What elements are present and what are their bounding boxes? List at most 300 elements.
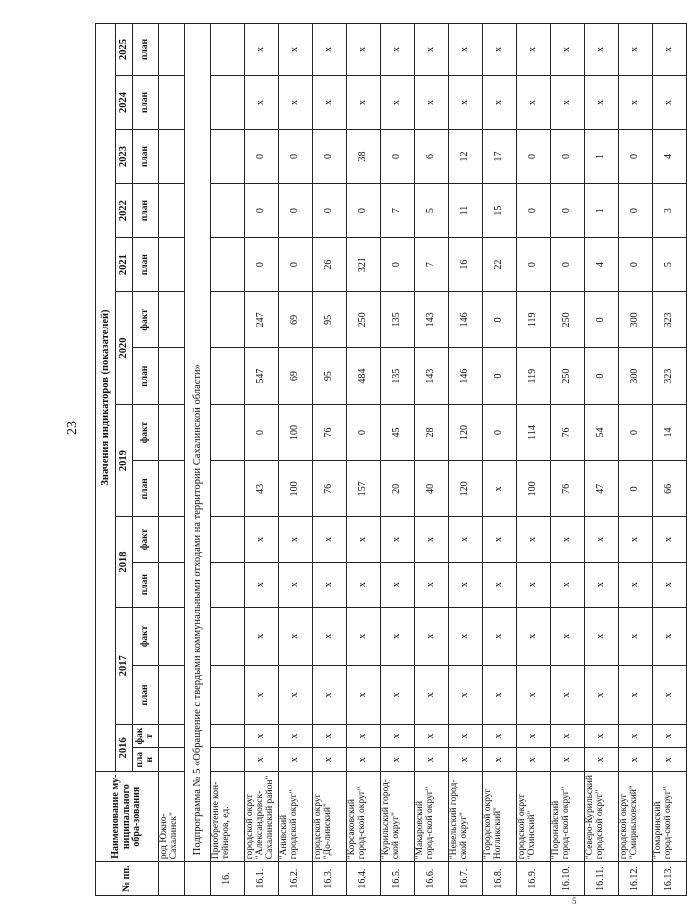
value-cell: 47	[585, 461, 619, 517]
value-cell: 0	[619, 238, 653, 292]
value-cell: x	[313, 724, 347, 748]
value-cell: 95	[313, 348, 347, 404]
row-number: 16.2.	[279, 862, 313, 896]
value-cell: x	[517, 75, 551, 129]
value-cell: x	[483, 517, 517, 562]
value-cell: x	[585, 724, 619, 748]
value-cell: 4	[585, 238, 619, 292]
row-number: 16.5.	[381, 862, 415, 896]
value-cell: x	[653, 517, 687, 562]
value-cell	[211, 748, 245, 772]
municipality-name: городской округ "Охинский"	[517, 772, 551, 862]
value-cell: x	[483, 607, 517, 666]
value-cell: 0	[279, 129, 313, 183]
value-cell: 0	[381, 129, 415, 183]
value-cell: 157	[347, 461, 381, 517]
row-number: 16.7.	[449, 862, 483, 896]
value-cell: 7	[415, 238, 449, 292]
value-cell	[159, 461, 185, 517]
value-cell: 0	[279, 184, 313, 238]
value-cell: x	[653, 75, 687, 129]
header-plan-2016: пла н	[133, 748, 159, 772]
value-cell: 22	[483, 238, 517, 292]
value-cell: x	[415, 666, 449, 725]
header-year-2024: 2024	[116, 75, 133, 129]
header-year-2018: 2018	[116, 517, 133, 607]
value-cell: x	[653, 748, 687, 772]
value-cell: x	[551, 607, 585, 666]
value-cell: x	[483, 666, 517, 725]
value-cell: x	[381, 562, 415, 607]
row-number: 16.4.	[347, 862, 381, 896]
value-cell: x	[245, 748, 279, 772]
value-cell: 76	[551, 461, 585, 517]
value-cell	[211, 461, 245, 517]
value-cell: 100	[279, 461, 313, 517]
value-cell: 146	[449, 348, 483, 404]
value-cell: 3	[653, 184, 687, 238]
value-cell: 4	[653, 129, 687, 183]
header-year-2020: 2020	[116, 292, 133, 405]
table-row	[245, 24, 279, 896]
value-cell: 135	[381, 348, 415, 404]
value-cell: x	[653, 24, 687, 76]
value-cell: 323	[653, 292, 687, 348]
header-fact-2018: факт	[133, 517, 159, 562]
value-cell	[159, 24, 185, 76]
table-row	[381, 24, 415, 896]
value-cell: 323	[653, 348, 687, 404]
value-cell: 0	[347, 184, 381, 238]
value-cell	[159, 238, 185, 292]
value-cell	[159, 562, 185, 607]
value-cell: x	[483, 75, 517, 129]
value-cell: 15	[483, 184, 517, 238]
value-cell: x	[517, 724, 551, 748]
value-cell	[159, 292, 185, 348]
row-number: 16.6.	[415, 862, 449, 896]
header-name: Наименование му-ниципального обра-зования	[96, 772, 159, 862]
value-cell	[211, 666, 245, 725]
value-cell: 0	[585, 292, 619, 348]
table-row	[483, 24, 517, 896]
value-cell: 250	[551, 348, 585, 404]
value-cell: x	[585, 517, 619, 562]
municipality-name: "Курильский город-ской округ"	[381, 772, 415, 862]
table-row	[585, 24, 619, 896]
value-cell: 0	[483, 404, 517, 460]
header-year-2025: 2025	[116, 24, 133, 76]
value-cell: x	[551, 24, 585, 76]
value-cell	[211, 184, 245, 238]
header-year-2016: 2016	[116, 724, 133, 771]
municipality-name: "Корсаковский город-ской округ"	[347, 772, 381, 862]
municipality-name: городской округ "Смирныховский"	[619, 772, 653, 862]
value-cell: 76	[313, 461, 347, 517]
value-cell: 40	[415, 461, 449, 517]
value-cell: 0	[245, 129, 279, 183]
header-plan-2019: план	[133, 461, 159, 517]
value-cell: x	[619, 24, 653, 76]
value-cell: 7	[381, 184, 415, 238]
value-cell: 0	[483, 292, 517, 348]
municipality-name: "Поронайский город-ской округ"	[551, 772, 585, 862]
value-cell: 38	[347, 129, 381, 183]
value-cell: x	[279, 724, 313, 748]
row-number: 16.1.	[245, 862, 279, 896]
value-cell: x	[449, 666, 483, 725]
header-plan-2022: план	[133, 184, 159, 238]
municipality-name: "Анивский городской округ"	[279, 772, 313, 862]
value-cell: 0	[619, 461, 653, 517]
value-cell: x	[619, 666, 653, 725]
corner-mark: 5	[572, 896, 577, 906]
table-row	[653, 24, 687, 896]
value-cell: x	[653, 607, 687, 666]
value-cell: x	[347, 562, 381, 607]
value-cell: 6	[415, 129, 449, 183]
rotated-table-container	[95, 23, 675, 896]
value-cell: 143	[415, 348, 449, 404]
value-cell: x	[347, 517, 381, 562]
value-cell	[159, 748, 185, 772]
value-cell: 28	[415, 404, 449, 460]
value-cell: x	[517, 562, 551, 607]
value-cell: 120	[449, 404, 483, 460]
value-cell: 247	[245, 292, 279, 348]
value-cell: x	[449, 562, 483, 607]
header-plan-2020: план	[133, 348, 159, 404]
value-cell	[159, 129, 185, 183]
value-cell: x	[347, 607, 381, 666]
header-plan-2018: план	[133, 562, 159, 607]
value-cell	[159, 724, 185, 748]
header-fact-2016: фак т	[133, 724, 159, 748]
value-cell	[211, 348, 245, 404]
value-cell: 54	[585, 404, 619, 460]
value-cell: x	[585, 24, 619, 76]
value-cell: 66	[653, 461, 687, 517]
value-cell: 250	[347, 292, 381, 348]
value-cell	[159, 607, 185, 666]
value-cell: 119	[517, 348, 551, 404]
value-cell: 484	[347, 348, 381, 404]
value-cell: 0	[585, 348, 619, 404]
value-cell: x	[347, 724, 381, 748]
value-cell: x	[381, 607, 415, 666]
value-cell: 0	[517, 129, 551, 183]
value-cell: x	[415, 724, 449, 748]
value-cell: x	[415, 517, 449, 562]
value-cell: x	[551, 666, 585, 725]
row-number: 16.13.	[653, 862, 687, 896]
value-cell: 143	[415, 292, 449, 348]
value-cell: x	[313, 607, 347, 666]
header-fact-2020: факт	[133, 292, 159, 348]
value-cell: 0	[551, 129, 585, 183]
row-number: 16.3.	[313, 862, 347, 896]
value-cell: x	[415, 24, 449, 76]
value-cell: x	[381, 75, 415, 129]
value-cell	[211, 292, 245, 348]
value-cell: x	[653, 724, 687, 748]
value-cell: x	[517, 24, 551, 76]
value-cell	[211, 517, 245, 562]
value-cell: 100	[279, 404, 313, 460]
value-cell: x	[415, 562, 449, 607]
value-cell: 0	[551, 184, 585, 238]
value-cell: x	[279, 562, 313, 607]
value-cell: x	[653, 666, 687, 725]
header-year-2022: 2022	[116, 184, 133, 238]
value-cell: 1	[585, 184, 619, 238]
value-cell: x	[245, 517, 279, 562]
row-number	[159, 862, 185, 896]
value-cell: x	[619, 607, 653, 666]
table-row	[619, 24, 653, 896]
table-row	[279, 24, 313, 896]
value-cell: x	[449, 24, 483, 76]
header-year-2023: 2023	[116, 129, 133, 183]
value-cell: x	[381, 666, 415, 725]
value-cell: 0	[551, 238, 585, 292]
value-cell: x	[449, 724, 483, 748]
value-cell: x	[449, 748, 483, 772]
value-cell: 0	[619, 404, 653, 460]
page-number: 23	[65, 421, 80, 435]
value-cell	[211, 607, 245, 666]
value-cell: x	[279, 607, 313, 666]
value-cell	[159, 404, 185, 460]
value-cell: 76	[551, 404, 585, 460]
value-cell: 135	[381, 292, 415, 348]
value-cell: 69	[279, 292, 313, 348]
table-row	[347, 24, 381, 896]
value-cell: x	[449, 607, 483, 666]
value-cell: x	[551, 562, 585, 607]
value-cell: 250	[551, 292, 585, 348]
value-cell: 69	[279, 348, 313, 404]
table-row	[517, 24, 551, 896]
row-number: 16.8.	[483, 862, 517, 896]
header-plan-2017: план	[133, 666, 159, 725]
value-cell: 0	[245, 238, 279, 292]
value-cell: x	[585, 607, 619, 666]
value-cell: x	[585, 748, 619, 772]
header-year-2019: 2019	[116, 404, 133, 517]
value-cell: x	[313, 666, 347, 725]
value-cell	[159, 517, 185, 562]
value-cell: x	[415, 75, 449, 129]
value-cell: 0	[619, 184, 653, 238]
value-cell: x	[483, 461, 517, 517]
value-cell: x	[619, 562, 653, 607]
value-cell: x	[619, 75, 653, 129]
value-cell: 12	[449, 129, 483, 183]
value-cell: x	[313, 24, 347, 76]
table-row	[415, 24, 449, 896]
value-cell: 17	[483, 129, 517, 183]
value-cell: 95	[313, 292, 347, 348]
value-cell: x	[449, 517, 483, 562]
value-cell	[159, 184, 185, 238]
municipality-name: "Северо-Курильский городской округ"	[585, 772, 619, 862]
municipality-name: "Городской округ Ногликский"	[483, 772, 517, 862]
subprogram-title: Подпрограмма № 5 «Обращение с твердыми коммунальными отходами на территории Сахалинской области»	[185, 24, 211, 862]
value-cell	[211, 404, 245, 460]
value-cell: x	[313, 748, 347, 772]
table-row	[211, 24, 245, 896]
value-cell: 114	[517, 404, 551, 460]
value-cell: x	[517, 517, 551, 562]
value-cell: 0	[279, 238, 313, 292]
municipality-name: Приобретение кон-тейнеров, ед.	[211, 772, 245, 862]
value-cell: x	[381, 748, 415, 772]
value-cell: x	[585, 562, 619, 607]
value-cell: x	[381, 724, 415, 748]
value-cell: 0	[381, 238, 415, 292]
value-cell: x	[551, 517, 585, 562]
value-cell: 1	[585, 129, 619, 183]
value-cell: x	[279, 75, 313, 129]
value-cell: x	[585, 666, 619, 725]
value-cell: x	[347, 75, 381, 129]
value-cell	[211, 24, 245, 76]
value-cell: x	[279, 748, 313, 772]
value-cell: x	[449, 75, 483, 129]
header-fact-2019: факт	[133, 404, 159, 460]
value-cell	[211, 562, 245, 607]
value-cell: x	[517, 607, 551, 666]
municipality-name: "Томаринский город-ской округ"	[653, 772, 687, 862]
header-year-2021: 2021	[116, 238, 133, 292]
header-plan-2024: план	[133, 75, 159, 129]
value-cell: x	[245, 607, 279, 666]
value-cell: 11	[449, 184, 483, 238]
table-row	[313, 24, 347, 896]
municipality-name: "Невельский город-ской округ"	[449, 772, 483, 862]
row-number: 16.11.	[585, 862, 619, 896]
row-number: 16.12.	[619, 862, 653, 896]
value-cell	[159, 75, 185, 129]
value-cell: 14	[653, 404, 687, 460]
indicator-table	[95, 23, 687, 896]
header-plan-2021: план	[133, 238, 159, 292]
value-cell: 43	[245, 461, 279, 517]
value-cell	[211, 129, 245, 183]
value-cell: x	[245, 75, 279, 129]
value-cell: 5	[653, 238, 687, 292]
value-cell	[211, 238, 245, 292]
value-cell: x	[483, 24, 517, 76]
value-cell	[159, 348, 185, 404]
header-values: Значения индикаторов (показателей)	[96, 24, 116, 772]
value-cell: 120	[449, 461, 483, 517]
value-cell: 76	[313, 404, 347, 460]
value-cell: x	[347, 666, 381, 725]
header-fact-2017: факт	[133, 607, 159, 666]
value-cell: 0	[245, 404, 279, 460]
header-plan-2023: план	[133, 129, 159, 183]
value-cell: x	[245, 666, 279, 725]
value-cell: 45	[381, 404, 415, 460]
value-cell: 119	[517, 292, 551, 348]
value-cell: 321	[347, 238, 381, 292]
value-cell: 26	[313, 238, 347, 292]
header-plan-2025: план	[133, 24, 159, 76]
value-cell: 0	[517, 238, 551, 292]
header-year-2017: 2017	[116, 607, 133, 724]
header-row-planfact	[133, 24, 159, 896]
value-cell: x	[313, 517, 347, 562]
value-cell: x	[619, 724, 653, 748]
value-cell: x	[483, 748, 517, 772]
value-cell: x	[313, 562, 347, 607]
value-cell	[211, 75, 245, 129]
value-cell: x	[415, 607, 449, 666]
value-cell: x	[279, 517, 313, 562]
row-number: 16.	[211, 862, 245, 896]
value-cell: 300	[619, 348, 653, 404]
header-row-years	[116, 24, 133, 896]
value-cell: x	[347, 24, 381, 76]
value-cell: x	[483, 724, 517, 748]
value-cell: 0	[313, 129, 347, 183]
value-cell: x	[279, 24, 313, 76]
table-row	[551, 24, 585, 896]
value-cell: 0	[619, 129, 653, 183]
value-cell: 0	[245, 184, 279, 238]
value-cell: x	[279, 666, 313, 725]
value-cell: x	[585, 75, 619, 129]
value-cell: 0	[517, 184, 551, 238]
value-cell: x	[551, 748, 585, 772]
municipality-name: городской округ "Александровск-Сахалинский район"	[245, 772, 279, 862]
value-cell: 20	[381, 461, 415, 517]
empty-cell	[185, 862, 211, 896]
value-cell: x	[245, 24, 279, 76]
municipality-name: "Макаровский город-ской округ"	[415, 772, 449, 862]
value-cell: x	[619, 748, 653, 772]
value-cell: 5	[415, 184, 449, 238]
municipality-name: род Южно-Сахалинск"	[159, 772, 185, 862]
value-cell: x	[551, 75, 585, 129]
header-row-values	[96, 24, 116, 896]
value-cell: x	[619, 517, 653, 562]
value-cell: x	[415, 748, 449, 772]
table-row	[159, 24, 185, 896]
value-cell: 100	[517, 461, 551, 517]
table-row	[449, 24, 483, 896]
value-cell	[211, 724, 245, 748]
value-cell: x	[381, 24, 415, 76]
value-cell: 547	[245, 348, 279, 404]
value-cell: x	[347, 748, 381, 772]
value-cell: 16	[449, 238, 483, 292]
value-cell	[159, 666, 185, 725]
value-cell: x	[313, 75, 347, 129]
row-number: 16.9.	[517, 862, 551, 896]
value-cell: x	[381, 517, 415, 562]
value-cell: 0	[347, 404, 381, 460]
municipality-name: городской округ "До-линский"	[313, 772, 347, 862]
value-cell: x	[245, 562, 279, 607]
row-number: 16.10.	[551, 862, 585, 896]
value-cell: 0	[313, 184, 347, 238]
value-cell: x	[653, 562, 687, 607]
value-cell: 0	[483, 348, 517, 404]
value-cell: 146	[449, 292, 483, 348]
